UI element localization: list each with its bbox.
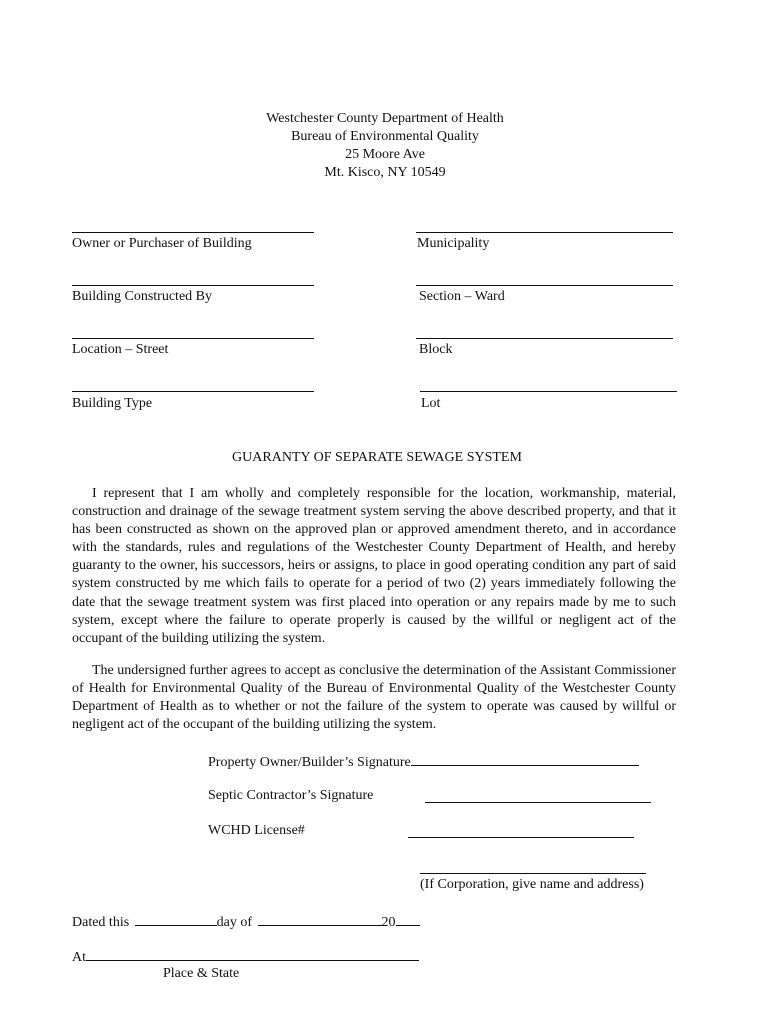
header-address: 25 Moore Ave bbox=[345, 147, 425, 162]
dated-this-label: Dated this bbox=[72, 915, 130, 930]
septic-contractor-signature-label: Septic Contractor’s Signature bbox=[208, 788, 374, 803]
header-city: Mt. Kisco, NY 10549 bbox=[324, 165, 446, 180]
constructed-by-label: Building Constructed By bbox=[72, 289, 212, 304]
municipality-line[interactable] bbox=[416, 232, 673, 233]
place-state-label: Place & State bbox=[163, 966, 240, 981]
septic-contractor-signature-field[interactable] bbox=[425, 802, 651, 803]
header-bureau: Bureau of Environmental Quality bbox=[291, 129, 479, 144]
dated-month-field[interactable] bbox=[258, 913, 382, 926]
constructed-by-line[interactable] bbox=[72, 285, 314, 286]
owner-builder-signature-row bbox=[208, 753, 639, 771]
section-ward-line[interactable] bbox=[416, 285, 673, 286]
lot-line[interactable] bbox=[420, 391, 677, 392]
at-row bbox=[72, 948, 419, 966]
owner-line[interactable] bbox=[72, 232, 314, 233]
guaranty-paragraph: I represent that I am wholly and completely responsible for the location, workmanship, material, construction and drainage of the sewage treatment system serving the above described property, and that it has been constructed as shown on the approved plan or approved amendment thereto, and in accordance with the standards, rules and regulations of the Westchester County Department of Health, and hereby guaranty to the owner, his successors, heirs or assigns, to place in good operating condition any part of said system constructed by me which fails to operate for a period of two (2) years immediately following the date that the sewage treatment system was first placed into operation or any repairs made by me to such system, except where the failure to operate properly is caused by the willful or negligent act of the occupant of the building utilizing the system. bbox=[72, 486, 676, 646]
block-line[interactable] bbox=[416, 338, 673, 339]
dated-year-field[interactable] bbox=[396, 913, 420, 926]
building-type-label: Building Type bbox=[72, 396, 153, 411]
section-ward-label: Section – Ward bbox=[419, 289, 505, 304]
document-title: GUARANTY OF SEPARATE SEWAGE SYSTEM bbox=[232, 450, 522, 465]
year-prefix-label: 20 bbox=[381, 915, 396, 930]
at-label: At bbox=[72, 950, 86, 965]
block-label: Block bbox=[419, 342, 453, 357]
owner-builder-signature-label: Property Owner/Builder’s Signature bbox=[208, 755, 411, 770]
dated-row bbox=[72, 913, 420, 931]
determination-paragraph: The undersigned further agrees to accept as conclusive the determination of the Assistant Commissioner of Health for Environmental Quality of the Bureau of Environmental Quality of the Westchester County Department of Health as to whether or not the failure of the system to operate was caused by willful or negligent act of the occupant of the building utilizing the system. bbox=[72, 663, 676, 733]
building-type-line[interactable] bbox=[72, 391, 314, 392]
corporation-note: (If Corporation, give name and address) bbox=[420, 877, 644, 892]
license-field[interactable] bbox=[408, 837, 634, 838]
municipality-label: Municipality bbox=[417, 236, 490, 251]
lot-label: Lot bbox=[421, 396, 441, 411]
dated-day-field[interactable] bbox=[135, 913, 217, 926]
license-label: WCHD License# bbox=[208, 823, 305, 838]
location-label: Location – Street bbox=[72, 342, 169, 357]
corporation-field[interactable] bbox=[420, 873, 646, 874]
header-block bbox=[0, 110, 770, 182]
place-state-field[interactable] bbox=[86, 948, 419, 961]
owner-label: Owner or Purchaser of Building bbox=[72, 236, 252, 251]
owner-builder-signature-field[interactable] bbox=[411, 753, 639, 766]
location-line[interactable] bbox=[72, 338, 314, 339]
header-department: Westchester County Department of Health bbox=[266, 111, 504, 126]
day-of-label: day of bbox=[216, 915, 253, 930]
